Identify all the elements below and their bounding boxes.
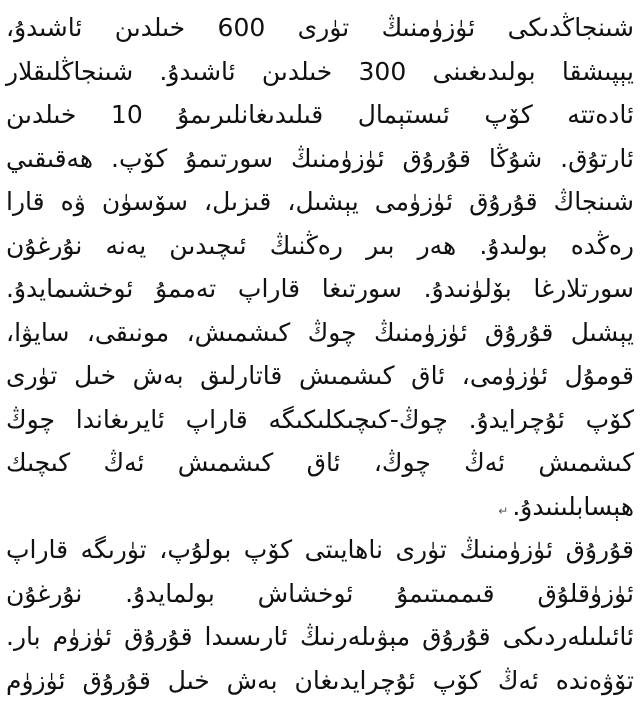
text-line: شىنجاڭدىكى ئۈزۈمنىڭ تۈرى 600 خىلدىن ئاشىدۇ، <box>6 6 634 50</box>
text-line: سورتلارغا بۆلۈنىدۇ. سورتىغا قاراپ تەممۇ ئوخشىمايدۇ. <box>6 267 634 311</box>
text-line: قومۇل ئۈزۈمى، ئاق كىشمىش قاتارلىق بەش خىل تۈرى <box>6 354 634 398</box>
paragraph-end-mark: ↵ <box>498 504 508 518</box>
text-line: تۆۋەندە ئەڭ كۆپ ئۇچرايدىغان بەش خىل قۇرۇق ئۈزۈم <box>6 659 634 702</box>
text-line: رەڭدە بولىدۇ. ھەر بىر رەڭنىڭ ئىچىدىن يەنە نۇرغۇن <box>6 224 634 268</box>
text-line-last <box>6 485 634 529</box>
text-line: قۇرۇق ئۈزۈمنىڭ تۈرى ناھايىتى كۆپ بولۇپ، تۈرىگە قاراپ <box>6 528 634 572</box>
text-line: يېپىشقا بولىدىغىنى 300 خىلدىن ئاشىدۇ. شىنجاڭلىقلار <box>6 50 634 94</box>
paragraph-2 <box>6 528 634 702</box>
document-text <box>6 6 634 702</box>
text-line: كىشمىش ئەڭ چوڭ، ئاق كىشمىش ئەڭ كىچىك <box>6 441 634 485</box>
paragraph-1 <box>6 6 634 528</box>
text-line: كۆپ ئۇچرايدۇ. چوڭ-كىچىكلىكىگە قاراپ ئايرىغاندا چوڭ <box>6 398 634 442</box>
text-line: يېشىل قۇرۇق ئۈزۈمنىڭ چوڭ كىشمىش، مونىقى، سايۋا، <box>6 311 634 355</box>
text-line: شىنجاڭ قۇرۇق ئۈزۈمى يېشىل، قىزىل، سۆسۈن ۋە قارا <box>6 180 634 224</box>
text-line: ئۈزۈقلۇق قىممىتىمۇ ئوخشاش بولمايدۇ. نۇرغۇن <box>6 572 634 616</box>
text-line: ئادەتتە كۆپ ئىستېمال قىلىدىغانلىرىمۇ 10 خىلدىن <box>6 93 634 137</box>
text-line-content: ھېسابلىنىدۇ. <box>512 492 634 521</box>
text-line: ئائىلىلەردىكى قۇرۇق مېۋىلەرنىڭ ئارىسىدا قۇرۇق ئۈزۈم بار. <box>6 615 634 659</box>
text-line: ئارتۇق. شۇڭا قۇرۇق ئۈزۈمنىڭ سورتىمۇ كۆپ. ھەقىقىي <box>6 137 634 181</box>
